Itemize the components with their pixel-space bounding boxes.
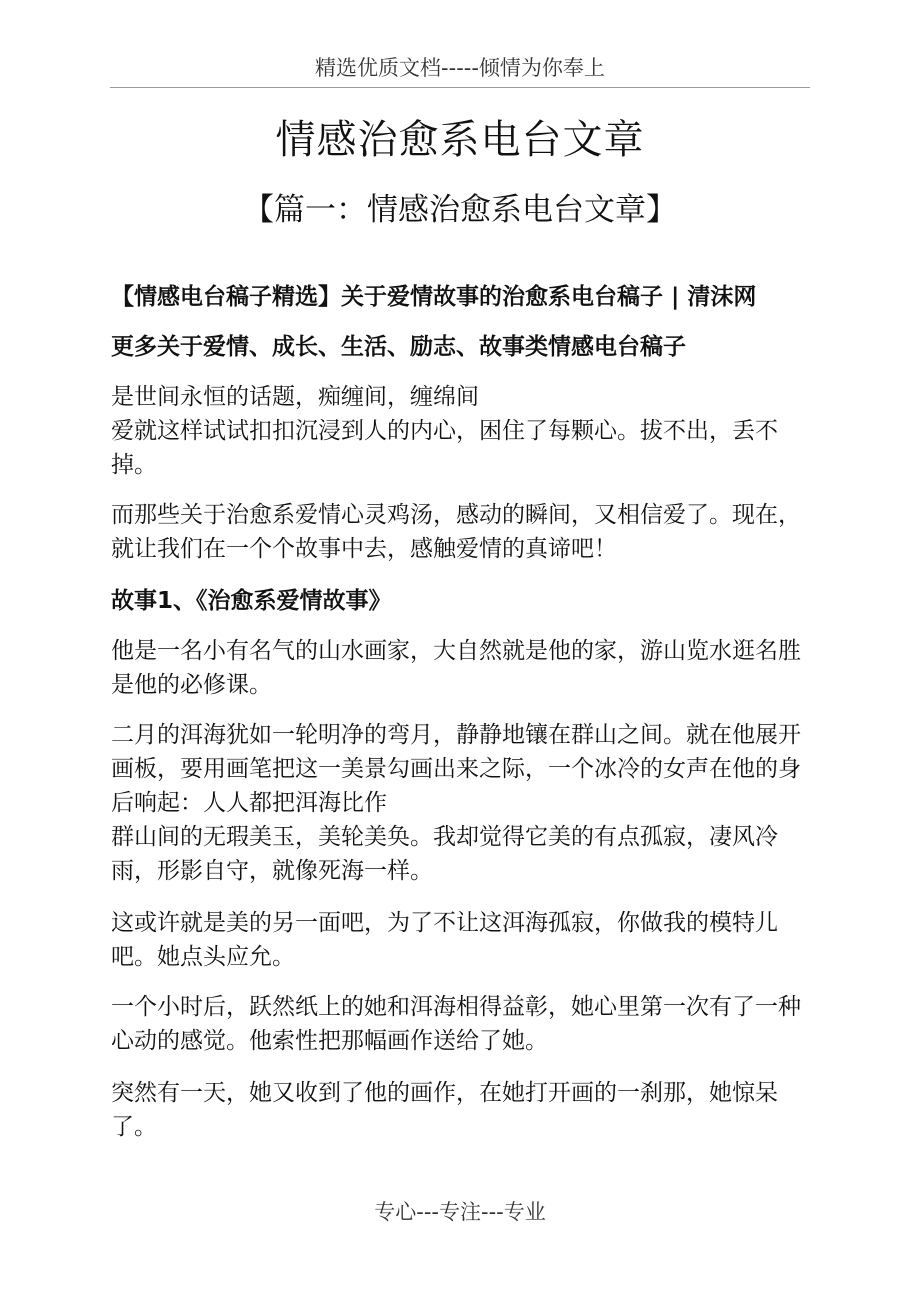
- paragraph-more-topics: 更多关于爱情、成长、生活、励志、故事类情感电台稿子: [111, 334, 686, 360]
- page-header: 精选优质文档-----倾情为你奉上: [315, 56, 605, 80]
- paragraph-source-line: 【情感电台稿子精选】关于爱情故事的治愈系电台稿子 | 清沫网: [111, 284, 757, 310]
- header-divider: [110, 87, 810, 88]
- story-paragraph: 二月的洱海犹如一轮明净的弯月，静静地镶在群山之间。就在他展开画板，要用画笔把这一美景勾画出来之际，一个冰冷的女声在他的身后响起：人人都把洱海比作: [111, 722, 801, 816]
- paragraph-healing-intro: 而那些关于治愈系爱情心灵鸡汤，感动的瞬间，又相信爱了。现在，就让我们在一个个故事中去，感触爱情的真谛吧！: [111, 502, 801, 562]
- story-paragraph: 群山间的无瑕美玉，美轮美奂。我却觉得它美的有点孤寂，凄风冷雨，形影自守，就像死海一样。: [111, 824, 778, 884]
- story-paragraph: 一个小时后，跃然纸上的她和洱海相得益彰，她心里第一次有了一种心动的感觉。他索性把那幅画作送给了她。: [111, 994, 801, 1054]
- document-title: 情感治愈系电台文章: [275, 117, 645, 163]
- story-paragraph: 这或许就是美的另一面吧，为了不让这洱海孤寂，你做我的模特儿吧。她点头应允。: [111, 910, 778, 970]
- story-heading: 故事1、《治愈系爱情故事》: [111, 588, 392, 614]
- paragraph-love-heart: 爱就这样试试扣扣沉浸到人的内心，困住了每颗心。拔不出，丢不掉。: [111, 418, 778, 478]
- story-paragraph: 突然有一天，她又收到了他的画作，在她打开画的一刹那，她惊呆了。: [111, 1080, 778, 1140]
- paragraph-eternal-topic: 是世间永恒的话题，痴缠间，缠绵间: [111, 384, 479, 410]
- story-paragraph: 他是一名小有名气的山水画家，大自然就是他的家，游山览水逛名胜是他的必修课。: [111, 638, 801, 698]
- section-heading: 【篇一：情感治愈系电台文章】: [243, 192, 677, 228]
- page-footer: 专心---专注---专业: [374, 1200, 546, 1224]
